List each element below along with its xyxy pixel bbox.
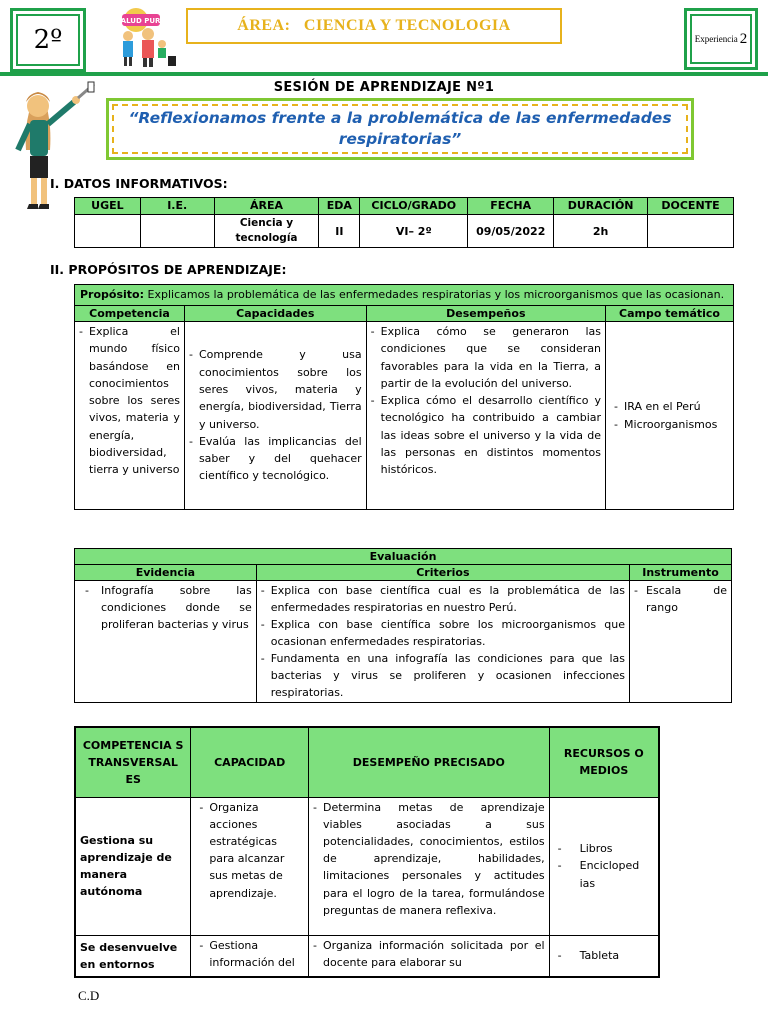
datos-value-row (75, 215, 734, 248)
criterio-item: - Explica con base científica sobre los microorganismos que ocasionan enfermedades respiratorias. (261, 616, 625, 650)
propositos-heading: II. PROPÓSITOS DE APRENDIZAJE: (50, 262, 287, 277)
datos-value-cell: Ciencia y tecnología (214, 215, 319, 248)
footer-text: C.D (78, 988, 100, 1003)
transversal-desempeno: - Determina metas de aprendizaje viables asociadas a sus potencialidades, conocimientos, estilos de aprendizaje, habilidades, limitaciones personales y actitudes para el logro de la tarea, formulándose preguntas de manera reflexiva. (313, 799, 545, 919)
transversal-capacidad-cell (191, 797, 309, 935)
proposito-label: Propósito: (80, 288, 145, 301)
transversal-competencia: Gestiona su aprendizaje de manera autónoma (75, 797, 191, 935)
transversales-header-cell: DESEMPEÑO PRECISADO (309, 727, 550, 797)
logo-text: SALUD PURO (115, 17, 167, 25)
datos-value-cell: 2h (554, 215, 648, 248)
desempenos-cell (366, 322, 605, 510)
transversal-desempeno: - Organiza información solicitada por el docente para elaborar su (313, 937, 545, 971)
header-divider (0, 72, 768, 76)
transversal-recursos-cell (549, 935, 659, 977)
propositos-header-row (75, 306, 734, 322)
experience-box (684, 8, 758, 70)
transversales-header-cell: COMPETENCIA S TRANSVERSAL ES (75, 727, 191, 797)
desempeno-item: - Explica cómo se generaron las condiciones que se consideran favorables para la vida en la Tierra, a partir de la evolución del universo. (371, 323, 601, 392)
evaluacion-header-row (75, 565, 732, 581)
instrumento-item: - Escala de rango (634, 582, 727, 616)
datos-header-cell: FECHA (468, 198, 554, 215)
criterio-item: - Explica con base científica cual es la problemática de las enfermedades respiratorias en nuestro Perú. (261, 582, 625, 616)
propositos-header-cell: Competencia (75, 306, 185, 322)
capacidad-item: - Evalúa las implicancias del saber y del quehacer científico y tecnológico. (189, 433, 362, 485)
evaluacion-header-cell: Instrumento (630, 565, 732, 581)
datos-header-cell: UGEL (75, 198, 141, 215)
datos-value-cell (75, 215, 141, 248)
datos-value-cell: 09/05/2022 (468, 215, 554, 248)
transversal-competencia: Se desenvuelve en entornos (75, 935, 191, 977)
competencia-cell (75, 322, 185, 510)
logo (106, 6, 178, 70)
desempeno-item: - Explica cómo el desarrollo científico y tecnológico ha contribuido a cambiar las ideas sobre el universo y la vida de las personas en distintos momentos históricos. (371, 392, 601, 478)
transversales-header-row (75, 727, 659, 797)
session-quote: “Reflexionamos frente a la problemática de las enfermedades respiratorias” (112, 104, 688, 154)
area-title-box (186, 8, 562, 44)
transversales-row (75, 797, 659, 935)
competencia-item: - Explica el mundo físico basándose en conocimientos sobre los seres vivos, materia y energía, biodiversidad, tierra y universo (79, 323, 180, 479)
session-title: SESIÓN DE APRENDIZAJE Nº1 (273, 80, 495, 95)
propositos-content-row (75, 322, 734, 510)
campo-item: - IRA en el Perú (614, 398, 729, 415)
session-quote-box (106, 98, 694, 160)
datos-heading: I. DATOS INFORMATIVOS: (50, 176, 228, 191)
campo-cell (606, 322, 734, 510)
datos-table (74, 197, 734, 248)
proposito-row (75, 285, 734, 306)
capacidad-item: - Comprende y usa conocimientos sobre los seres vivos, materia y energía, biodiversidad, Tierra y universo. (189, 346, 362, 432)
campo-item: - Microorganismos (614, 416, 729, 433)
evidencia-cell (75, 581, 257, 703)
evaluacion-header-cell: Evidencia (75, 565, 257, 581)
transversal-desempeno-cell (309, 935, 550, 977)
datos-header-cell: CICLO/GRADO (360, 198, 468, 215)
datos-header-row (75, 198, 734, 215)
evaluacion-header-cell: Criterios (256, 565, 629, 581)
datos-header-cell: I.E. (140, 198, 214, 215)
datos-header-cell: DURACIÓN (554, 198, 648, 215)
propositos-table (74, 284, 734, 510)
proposito-text: Explicamos la problemática de las enfermedades respiratorias y los microorganismos que las ocasionan. (144, 288, 725, 301)
propositos-header-cell: Campo temático (606, 306, 734, 322)
evaluacion-title-row (75, 549, 732, 565)
proposito-cell (75, 285, 734, 306)
propositos-header-cell: Desempeños (366, 306, 605, 322)
transversal-recursos-cell (549, 797, 659, 935)
experience-number: 2 (739, 30, 748, 47)
transversal-recurso: - Tableta (558, 947, 654, 964)
datos-header-cell: EDA (319, 198, 360, 215)
evidencia-item: - Infografía sobre las condiciones donde se proliferan bacterias y virus (85, 582, 252, 633)
transversal-desempeno-cell (309, 797, 550, 935)
transversal-recurso: - Encicloped ias (558, 857, 654, 891)
datos-value-cell: VI– 2º (360, 215, 468, 248)
propositos-header-cell: Capacidades (184, 306, 366, 322)
transversal-capacidad: - Organiza acciones estratégicas para alcanzar sus metas de aprendizaje. (199, 799, 304, 902)
area-title: ÁREA: CIENCIA Y TECNOLOGIA (237, 17, 511, 34)
criterio-item: - Fundamenta en una infografía las condiciones para que las bacterias y virus se proliferen y ocasionen infecciones respiratorias. (261, 650, 625, 701)
transversales-table (74, 726, 660, 978)
teacher-illustration (4, 80, 100, 212)
datos-value-cell (648, 215, 734, 248)
transversales-header-cell: CAPACIDAD (191, 727, 309, 797)
evaluacion-table (74, 548, 732, 703)
instrumento-cell (630, 581, 732, 703)
grade-label: 2º (33, 25, 63, 55)
datos-header-cell: ÁREA (214, 198, 319, 215)
grade-box (10, 8, 86, 72)
datos-value-cell: II (319, 215, 360, 248)
capacidades-cell (184, 322, 366, 510)
transversales-row (75, 935, 659, 977)
transversal-capacidad-cell (191, 935, 309, 977)
criterios-cell (256, 581, 629, 703)
transversal-recurso: - Libros (558, 840, 654, 857)
transversal-capacidad: - Gestiona información del (199, 937, 304, 971)
datos-value-cell (140, 215, 214, 248)
experience-label: Experiencia (694, 34, 738, 44)
datos-header-cell: DOCENTE (648, 198, 734, 215)
evaluacion-content-row (75, 581, 732, 703)
evaluacion-title: Evaluación (75, 549, 732, 565)
transversales-header-cell: RECURSOS O MEDIOS (549, 727, 659, 797)
